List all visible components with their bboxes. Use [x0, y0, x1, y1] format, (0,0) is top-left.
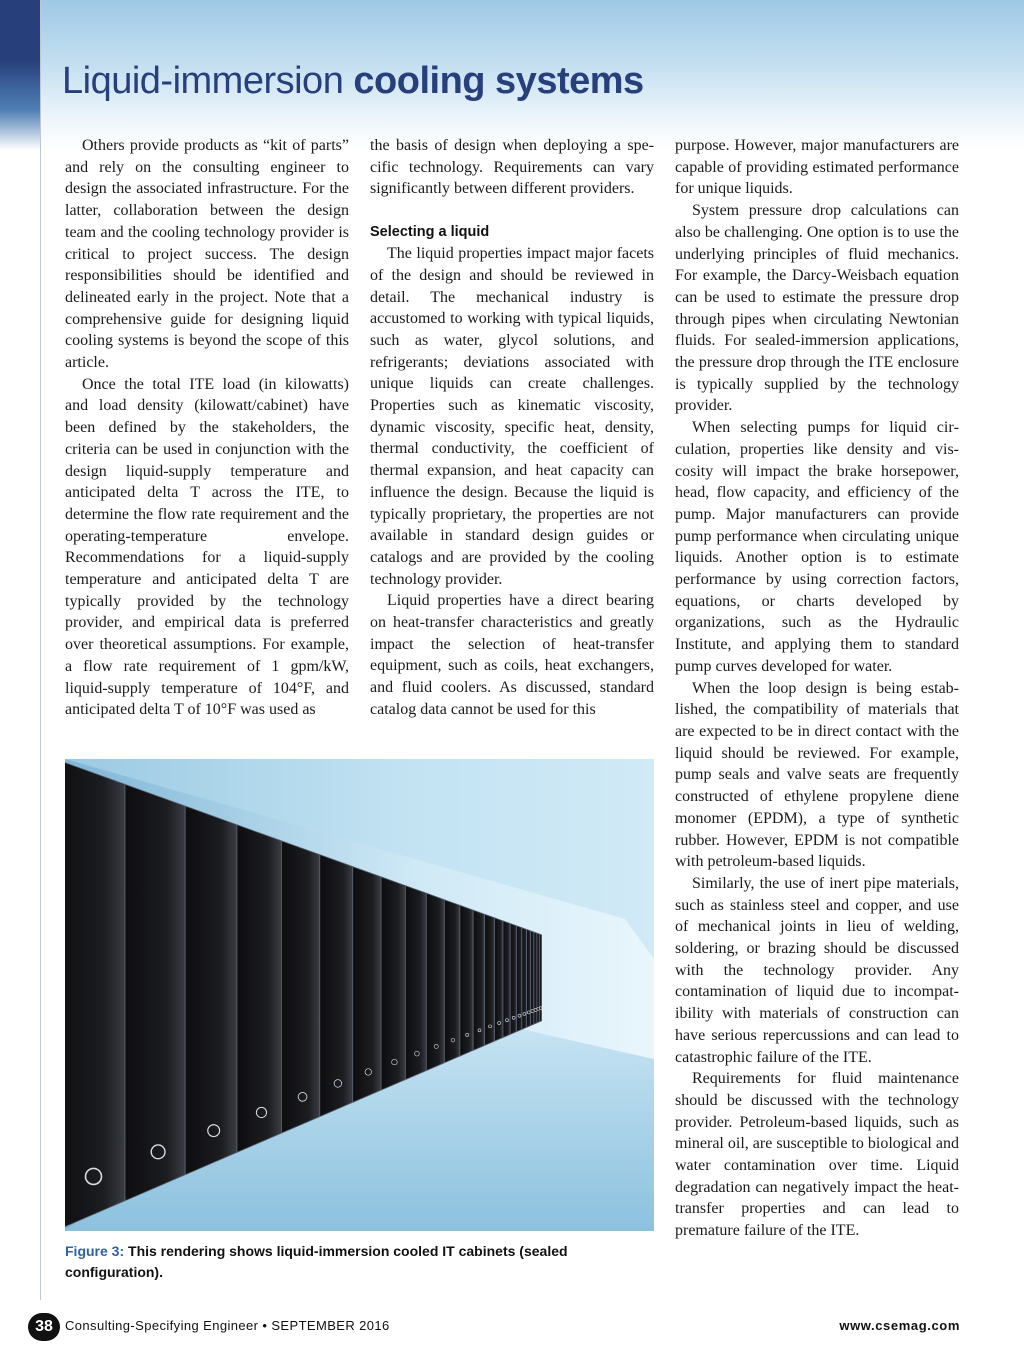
left-color-band — [0, 0, 40, 1300]
paragraph: Similarly, the use of inert pipe materials, such as stainless steel and copper, and use of mechanical joints in lieu of welding, soldering, or brazing should be discussed with the technology provider. Any contamination of liquid due to incompatibility with materials of construction can have serious repercussions and can lead to catastrophic failure of the ITE. — [675, 874, 959, 1066]
page-number: 38 — [28, 1313, 60, 1341]
paragraph: purpose. However, major manufacturers are capable of providing estimated performance for unique liquids. — [675, 137, 959, 198]
text-column-3 — [675, 135, 959, 1242]
figure-caption-text: This rendering shows liquid-immersion cooled IT cabinets (sealed configuration). — [65, 1243, 568, 1280]
server-cabinet — [510, 923, 516, 1034]
server-cabinet — [320, 855, 353, 1117]
server-cabinet — [405, 886, 426, 1080]
section-heading: Selecting a liquid — [370, 224, 490, 241]
figure-server-cabinets-image — [65, 759, 654, 1231]
server-cabinet — [125, 784, 185, 1200]
server-cabinet — [473, 910, 484, 1050]
publication-line: Consulting-Specifying Engineer • SEPTEMBER 2016 — [65, 1318, 390, 1333]
paragraph: Others provide products as “kit of parts” and rely on the consulting engineer to design the associated infrastructure. For the latter, collaboration between the design team and the cooling technology provider is critical to project success. The design responsibilities should be identified and delineated early in the project. Note that a comprehensive guide for designing liquid cooling systems is beyond the scope of this article. — [65, 137, 349, 372]
paragraph: Requirements for fluid maintenance should be discussed with the technology provider. Petroleum-based liquids, such as mineral oil, are susceptible to biological and water contamination over time. Liquid degradation can negatively impact the heat-transfer properties and can lead to premature failure of the ITE. — [675, 1070, 959, 1240]
server-cabinet — [539, 934, 541, 1022]
server-cabinet — [503, 921, 510, 1038]
figure-caption — [65, 1241, 625, 1283]
server-cabinet — [237, 825, 282, 1153]
paragraph: The liquid properties impact major facets of the design and should be reviewed in detail. The mechanical industry is accustomed to working with typical liquids, such as water, glycol solutions, and refrigerants; deviations associated with unique liquids can create challenges. Properties such as kinematic viscosity, dynamic viscosity, specific heat, density, thermal conductivity, the coefficient of thermal expansion, and heat capacity can influence the design. Because the liquid is typically proprietary, the properties are not available in standard design guides or catalogs and are provided by the cooling technology provider. — [370, 245, 654, 588]
server-cabinet — [485, 914, 495, 1045]
server-cabinet — [426, 893, 444, 1070]
server-cabinet — [494, 918, 502, 1041]
server-cabinet — [353, 867, 381, 1103]
server-room-rendering — [65, 759, 654, 1231]
paragraph: When the loop design is being established, the compatibility of materials that are expected to be in direct contact with the liquid should be reviewed. For example, pump seals and valve seats are frequently constructed of ethylene propylene diene monomer (EPDM), a type of synthetic rubber. However, EPDM is not compatible with petroleum-based liquids. — [675, 679, 959, 871]
server-cabinet — [381, 877, 405, 1090]
text-column-2 — [370, 135, 654, 721]
paragraph: System pressure drop calculations can also be challenging. One option is to use the underlying principles of fluid mechanics. For example, the Darcy-Weisbach equation can be used to estimate the pressure drop through pipes when circulating Newtonian fluids. For sealed-immersion applications, the pressure drop through the ITE enclosure is typically supplied by the technology provider. — [675, 202, 959, 415]
paragraph: When selecting pumps for liquid circulation, properties like density and viscosity will impact the brake horsepower, head, flow capacity, and efficiency of the pump. Major manufacturers can provide pump performance when circulating unique liquids. Another option is to estimate performance by using correction factors, equations, or charts developed by organizations, such as the Hydraulic Institute, and applying them to standard pump curves developed for water. — [675, 419, 959, 675]
title-bold: cooling systems — [353, 60, 644, 102]
server-cabinet — [65, 759, 125, 1231]
website-link[interactable]: www.csemag.com — [839, 1318, 960, 1333]
title-light: Liquid-immersion — [62, 60, 354, 102]
paragraph: Once the total ITE load (in kilowatts) and load density (kilowatt/cabinet) have been defined by the stakeholders, the criteria can be used in conjunction with the design liquid-supply temperature and anticipated delta T across the ITE, to determine the flow rate requirement and the operating-temperature envelope. Recommendations for a liquid-supply temperature and anticipated delta T are typically provided by the technology provider, and empirical data is preferred over theoretical assumptions. For example, a flow rate requirement of 1 gpm/kW, liquid-supply temperature of 104°F, and anticipated delta T of 10°F was used as — [65, 375, 349, 719]
left-margin-rule — [40, 0, 41, 1300]
figure-label: Figure 3: — [65, 1243, 125, 1259]
text-column-1 — [65, 135, 349, 721]
server-cabinet — [185, 806, 237, 1175]
server-cabinet — [281, 841, 319, 1133]
paragraph: Liquid properties have a direct bearing on heat-transfer characteristics and greatly impact the selection of heat-transfer equipment, such as coils, heat exchangers, and fluid coolers. As discussed, standard catalog data cannot be used for this — [370, 592, 654, 718]
paragraph: the basis of design when deploying a specific technology. Requirements can vary significantly between different providers. — [370, 137, 654, 198]
article-title — [62, 56, 644, 106]
